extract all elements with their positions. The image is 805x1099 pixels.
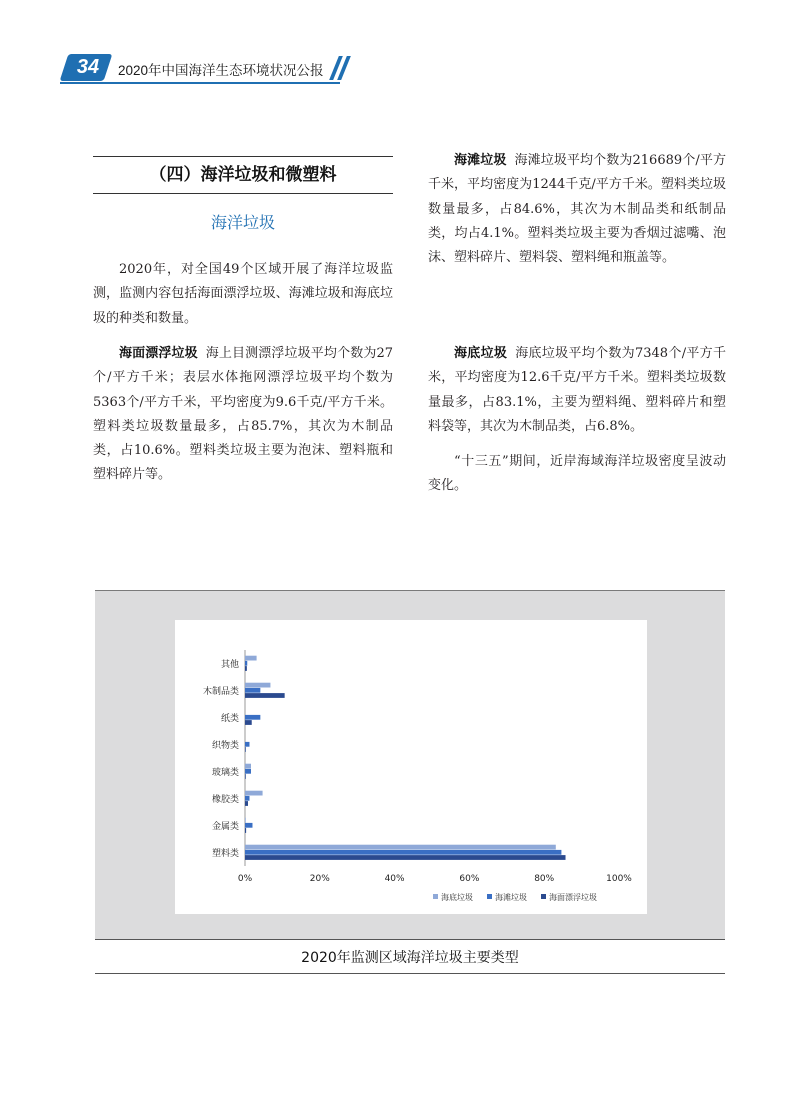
seabed-litter-paragraph <box>428 342 726 439</box>
x-tick-label: 100% <box>606 874 632 884</box>
intro-text: 2020年，对全国49个区域开展了海洋垃圾监测，监测内容包括海面漂浮垃圾、海滩垃圾和海底垃圾的种类和数量。 <box>93 262 393 326</box>
y-tick-label: 橡胶类 <box>211 795 239 805</box>
x-tick-label: 40% <box>384 874 405 884</box>
trend-paragraph <box>428 450 726 499</box>
y-tick-label: 织物类 <box>211 741 239 751</box>
y-tick-label: 金属类 <box>211 822 239 832</box>
figure-caption: 2020年监测区域海洋垃圾主要类型 <box>301 950 519 966</box>
y-tick-label: 木制品类 <box>202 687 239 697</box>
beach-litter-lead: 海滩垃圾 <box>454 153 507 168</box>
figure-panel <box>95 590 725 939</box>
caption-rule-top <box>95 939 725 940</box>
bar <box>245 850 561 855</box>
intro-paragraph <box>93 258 393 331</box>
bar <box>245 796 249 801</box>
seabed-litter-text: 海底垃圾平均个数为7348个/平方千米，平均密度为12.6千克/平方千米。塑料类垃圾数量最多，占83.1%，主要为塑料绳、塑料碎片和塑料袋等，其次为木制品类，占6.8%。 <box>428 346 726 434</box>
beach-litter-paragraph <box>428 149 726 270</box>
bar <box>245 661 247 666</box>
legend-label: 海滩垃圾 <box>495 893 527 902</box>
bar <box>245 823 252 828</box>
section-title: （四）海洋垃圾和微塑料 <box>149 165 337 185</box>
trend-text: “十三五”期间，近岸海域海洋垃圾密度呈波动变化。 <box>428 454 726 494</box>
bar <box>245 818 246 823</box>
legend-swatch <box>541 894 546 899</box>
bar <box>245 747 246 752</box>
bar <box>245 683 270 688</box>
bar <box>245 693 285 698</box>
bar <box>245 791 263 796</box>
bar <box>245 688 260 693</box>
bar <box>245 855 566 860</box>
header-rule <box>60 82 340 84</box>
section-heading-box <box>93 156 393 194</box>
bar <box>245 666 247 671</box>
x-tick-label: 20% <box>309 874 330 884</box>
bar <box>245 715 260 720</box>
bar <box>245 720 252 725</box>
legend-label: 海面漂浮垃圾 <box>549 893 597 902</box>
running-header <box>60 54 360 84</box>
x-tick-label: 60% <box>459 874 480 884</box>
page-number: 34 <box>76 56 100 78</box>
bar <box>245 845 556 850</box>
bar <box>245 828 246 833</box>
bar <box>245 742 249 747</box>
y-tick-label: 纸类 <box>220 714 239 724</box>
beach-litter-text: 海滩垃圾平均个数为216689个/平方千米，平均密度为1244千克/平方千米。塑料类垃圾数量最多，占84.6%，其次为木制品类和纸制品类，均占4.1%。塑料类垃圾主要为香烟过滤嘴、泡沫、塑料碎片、塑料袋、塑料绳和瓶盖等。 <box>428 153 726 266</box>
litter-type-bar-chart <box>175 620 647 914</box>
legend-swatch <box>433 894 438 899</box>
seabed-litter-lead: 海底垃圾 <box>454 346 508 361</box>
x-tick-label: 80% <box>534 874 555 884</box>
y-tick-label: 其他 <box>220 660 239 670</box>
legend-label: 海底垃圾 <box>441 893 473 902</box>
chart-area <box>175 620 647 914</box>
surface-litter-paragraph <box>93 342 393 488</box>
legend-swatch <box>487 894 492 899</box>
caption-rule-bottom <box>95 973 725 974</box>
subsection-title: 海洋垃圾 <box>210 213 275 232</box>
y-tick-label: 玻璃类 <box>211 768 239 778</box>
bar <box>245 769 251 774</box>
bar <box>245 764 251 769</box>
x-tick-label: 0% <box>237 874 253 884</box>
bar <box>245 656 257 661</box>
report-title: 2020年中国海洋生态环境状况公报 <box>118 63 324 78</box>
bar <box>245 801 248 806</box>
y-tick-label: 塑料类 <box>211 849 239 859</box>
surface-litter-lead: 海面漂浮垃圾 <box>119 346 198 361</box>
surface-litter-text: 海上目测漂浮垃圾平均个数为27个/平方千米；表层水体拖网漂浮垃圾平均个数为5363个/平方千米，平均密度为9.6千克/平方千米。塑料类垃圾数量最多，占85.7%，其次为木制品类，占10.6%。塑料类垃圾主要为泡沫、塑料瓶和塑料碎片等。 <box>93 346 393 483</box>
bar <box>245 774 246 779</box>
